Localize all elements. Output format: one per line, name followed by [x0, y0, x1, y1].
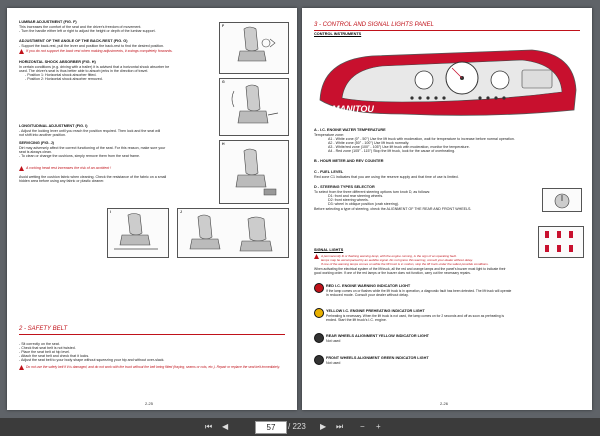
seat-lumbar-illustration [220, 23, 288, 73]
figure-label: J [180, 210, 182, 214]
text-line: When activating the electrical system of the lift truck, all the red and orange lamps and the panel's buzzer must light to indicate their [314, 267, 506, 271]
text-line: - Place the seat belt at hip level. [19, 350, 70, 354]
text-line: hidden area before using any fabric or plastic cleaner. [19, 179, 105, 183]
signal-lights-title: SIGNAL LIGHTS [314, 248, 344, 252]
c-title: C - FUEL LEVEL [314, 170, 344, 174]
text-line: Not used [326, 339, 341, 343]
text-line: Preheating is necessary. When the lift truck is not used, the lamp comes on for 2 seconds and off as soon as preheating is [326, 314, 505, 318]
text-line: A2 - White zone (50° - 100°) Use lift truck normally. [328, 141, 410, 145]
yellow-preheat-light-icon [314, 308, 324, 318]
text-line: D1: front and rear steering wheels. [328, 194, 384, 198]
text-line: not shift into another position. [19, 133, 66, 137]
red-light-title: RED I.C. ENGINE WARNING INDICATOR LIGHT [326, 284, 411, 288]
b-title: B - HOUR METER AND REV COUNTER [314, 159, 384, 163]
text-line: in reduced mode. Consult your dealer without delay. [326, 293, 409, 297]
last-page-button[interactable]: ⏭ [336, 422, 344, 431]
text-line: - Attach the seat belt and check that it locks. [19, 354, 90, 358]
wheel-diagram-illustration [539, 227, 583, 257]
text-line: Avoid wetting the cushion fabric when cleaning. Check the resistance of the fabric on a small [19, 175, 167, 179]
text-line: ended. Start the lift truck's I.C. engine. [326, 318, 387, 322]
warning-text: lamps may be accompanied by an audible signal. Do not ignore this warning, consult your dealer without delay. [321, 258, 473, 262]
total-pages: / 223 [288, 422, 306, 431]
seat-slide-illustration [108, 209, 168, 257]
figure-label: F [222, 24, 225, 28]
text-line: - Turn the handle either left or right to adjust the height or depth of the lumbar support. [19, 29, 156, 33]
zoom-in-button[interactable]: + [376, 422, 381, 431]
text-line: - Position 1: Horizontal shock absorber fitted. [25, 73, 97, 77]
text-line: In certain conditions (e.g. driving with a trailer) it is advised that a horizontal shock absorber be [19, 65, 170, 69]
warning-icon [19, 365, 24, 370]
front-light-title: FRONT WHEELS ALIGNMENT GREEN INDICATOR LIGHT [326, 356, 429, 360]
text-line: - Position 2: Horizontal shock absorber removed. [25, 77, 103, 81]
zoom-out-button[interactable]: − [360, 422, 365, 431]
page-number: 2-25 [145, 401, 154, 406]
text-line: D2: front steering wheels. [328, 198, 369, 202]
text-line: - Support the back-rest, pull the lever and position the back-rest to find the desired position. [19, 44, 165, 48]
wheel-alignment-figure [538, 226, 584, 258]
warning-text: Do not use the safety belt if it is damaged, and do not work with the truck without the belt being fitted (fraying, seams or cuts, etc.). Repair or replace the seat belt immediately. [26, 365, 280, 369]
figure-i [107, 208, 169, 258]
text-line: A3 - White/red zone (100° - 105°) Use lift truck with moderation, monitor the temperature. [328, 145, 470, 149]
rear-light-title: REAR WHEELS ALIGNMENT YELLOW INDICATOR LIGHT [326, 334, 430, 338]
horiz-title: HORIZONTAL SHOCK ABSORBER (FIG. H) [19, 60, 96, 64]
figure-h [219, 140, 289, 204]
front-wheels-light-icon [314, 355, 324, 365]
left-page [7, 8, 297, 410]
brand-logo: MANITOU [332, 104, 374, 114]
figure-label: H [222, 142, 225, 146]
text-line: D3: wheel in oblique position (crab steering). [328, 202, 399, 206]
text-line: A1 - White zone (0° - 50°) Use the lift truck with moderation, wait for temperature to increase before normal operation. [328, 137, 515, 141]
prev-page-button[interactable]: ◀ [222, 422, 229, 431]
figure-g [219, 78, 289, 136]
text-line: seat is always clean. [19, 150, 52, 154]
dashboard-illustration [312, 40, 582, 120]
yellow-light-title: YELLOW I.C. ENGINE PREHEATING INDICATOR LIGHT [326, 309, 425, 313]
warning-icon [19, 49, 24, 54]
text-line: Dirt may adversely affect the correct functioning of the seat. For this reason, make sure your [19, 146, 166, 150]
steering-knob-illustration [543, 189, 581, 211]
seat-shock-absorber-illustration [220, 141, 288, 203]
warning-text: If one of the warning lamps comes on while the lift truck is in motion, stop the lift truck under the safest possible conditions. [321, 262, 489, 266]
backrest-title: ADJUSTMENT OF THE ANGLE OF THE BACK-REST (FIG. G) [19, 39, 128, 43]
a-title: A - I.C. ENGINE WATER TEMPERATURE [314, 128, 386, 132]
first-page-button[interactable]: ⏮ [205, 422, 213, 431]
long-title: LONGITUDINAL ADJUSTMENT (FIG. I) [19, 124, 88, 128]
text-line: - To clean or change the cushions, simply remove them from the seat frame. [19, 154, 140, 158]
warning-text: A rocking head rest increases the risk of an accident ! [26, 166, 112, 170]
subsection-title: CONTROL INSTRUMENTS [314, 32, 362, 36]
right-page [302, 8, 592, 410]
figure-j [177, 208, 289, 258]
text-line: To select from the three different steering options turn knob D, as follows: [314, 190, 431, 194]
text-line: This increases the comfort of the seat and the driver's freedom of movement. [19, 25, 142, 29]
warning-text: If you do not support the back rest when making adjustments, it swings completely forwards. [26, 49, 173, 53]
section-divider [314, 30, 580, 31]
figure-label: G [222, 80, 225, 84]
warning-icon [19, 166, 24, 171]
warning-text: A permanently lit or flashing warning lamp, with the engine running, is the sign of an operating fault. [321, 254, 457, 258]
section-title: 3 - CONTROL AND SIGNAL LIGHTS PANEL [314, 22, 434, 28]
servicing-title: SERVICING (FIG. J) [19, 141, 54, 145]
text-line: - Adjust the seat belt to your body shape without squeezing your hip and without over-slack. [19, 358, 165, 362]
text-line: Temperature zone: [314, 133, 344, 137]
page-number-input[interactable]: 57 [255, 421, 287, 434]
figure-f [219, 22, 289, 74]
page-number: 2-26 [440, 401, 449, 406]
text-line: - Sit correctly on the seat. [19, 342, 60, 346]
text-line: Red zone C1 indicates that you are using the reserve supply and that time of use is limited. [314, 175, 459, 179]
safety-belt-title: 2 - SAFETY BELT [19, 326, 68, 332]
text-line: used. The driver's seat is thus better able to absorb jerks in the direction of travel. [19, 69, 149, 73]
rear-wheels-light-icon [314, 333, 324, 343]
d-title: D - STEERING TYPES SELECTOR [314, 185, 375, 189]
text-line: good working order. If one of the red lamps or the buzzer does not function, carry out the necessary repairs. [314, 271, 471, 275]
text-line: Before selecting a type of steering, check the ALIGNMENT OF THE REAR AND FRONT WHEELS. [314, 207, 472, 211]
warning-icon [314, 254, 319, 259]
text-line: A4 - Red zone (105° - 115°) Stop the lift truck, look for the cause of overheating. [328, 149, 456, 153]
steering-selector-figure [542, 188, 582, 212]
text-line: - Adjust the locking lever until you reach the position required. Then lock and the seat will [19, 129, 161, 133]
text-line: - Check that seat belt is not twisted. [19, 346, 76, 350]
section-divider [19, 334, 285, 335]
viewer-toolbar [0, 418, 600, 436]
text-line: If the lamp comes on or flashes while the lift truck is in operation, a diagnostic fault has been detected. The lift truck will operate [326, 289, 512, 293]
seat-cushion-illustration [178, 209, 288, 257]
text-line: Not used [326, 361, 341, 365]
seat-backrest-illustration [220, 79, 288, 135]
lumbar-title: LUMBAR ADJUSTMENT (FIG. F) [19, 20, 77, 24]
red-engine-light-icon [314, 283, 324, 293]
next-page-button[interactable]: ▶ [320, 422, 327, 431]
figure-label: I [110, 210, 111, 214]
